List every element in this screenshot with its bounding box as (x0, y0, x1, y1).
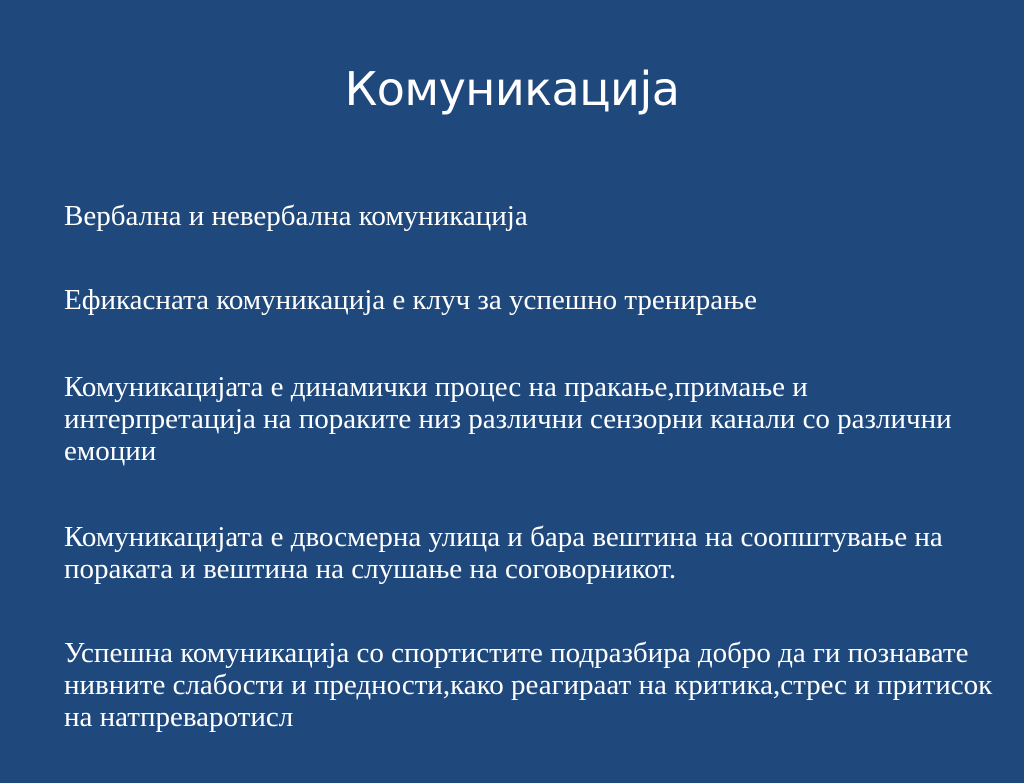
paragraph-successful-communication: Успешна комуникација со спортистите подразбира добро да ги познавате нивните слабости и предности,како реагираат на критика,стрес и притисок на натпреваротисл (64, 637, 993, 733)
slide-body (64, 200, 994, 783)
slide-title: Комуникација (344, 62, 680, 116)
paragraph-two-way-street: Комуникацијата е двосмерна улица и бара вештина на соопштување на пораката и вештина на слушање на соговорникот. (64, 521, 943, 585)
paragraph-verbal-nonverbal: Вербална и невербална комуникација (64, 200, 528, 232)
paragraph-effective-communication: Ефикасната комуникација е клуч за успешно тренирање (64, 284, 758, 316)
paragraph-dynamic-process: Комуникацијата е динамички процес на пракање,примање и интерпретација на пораките низ различни сензорни канали со различни емоции (64, 371, 952, 467)
